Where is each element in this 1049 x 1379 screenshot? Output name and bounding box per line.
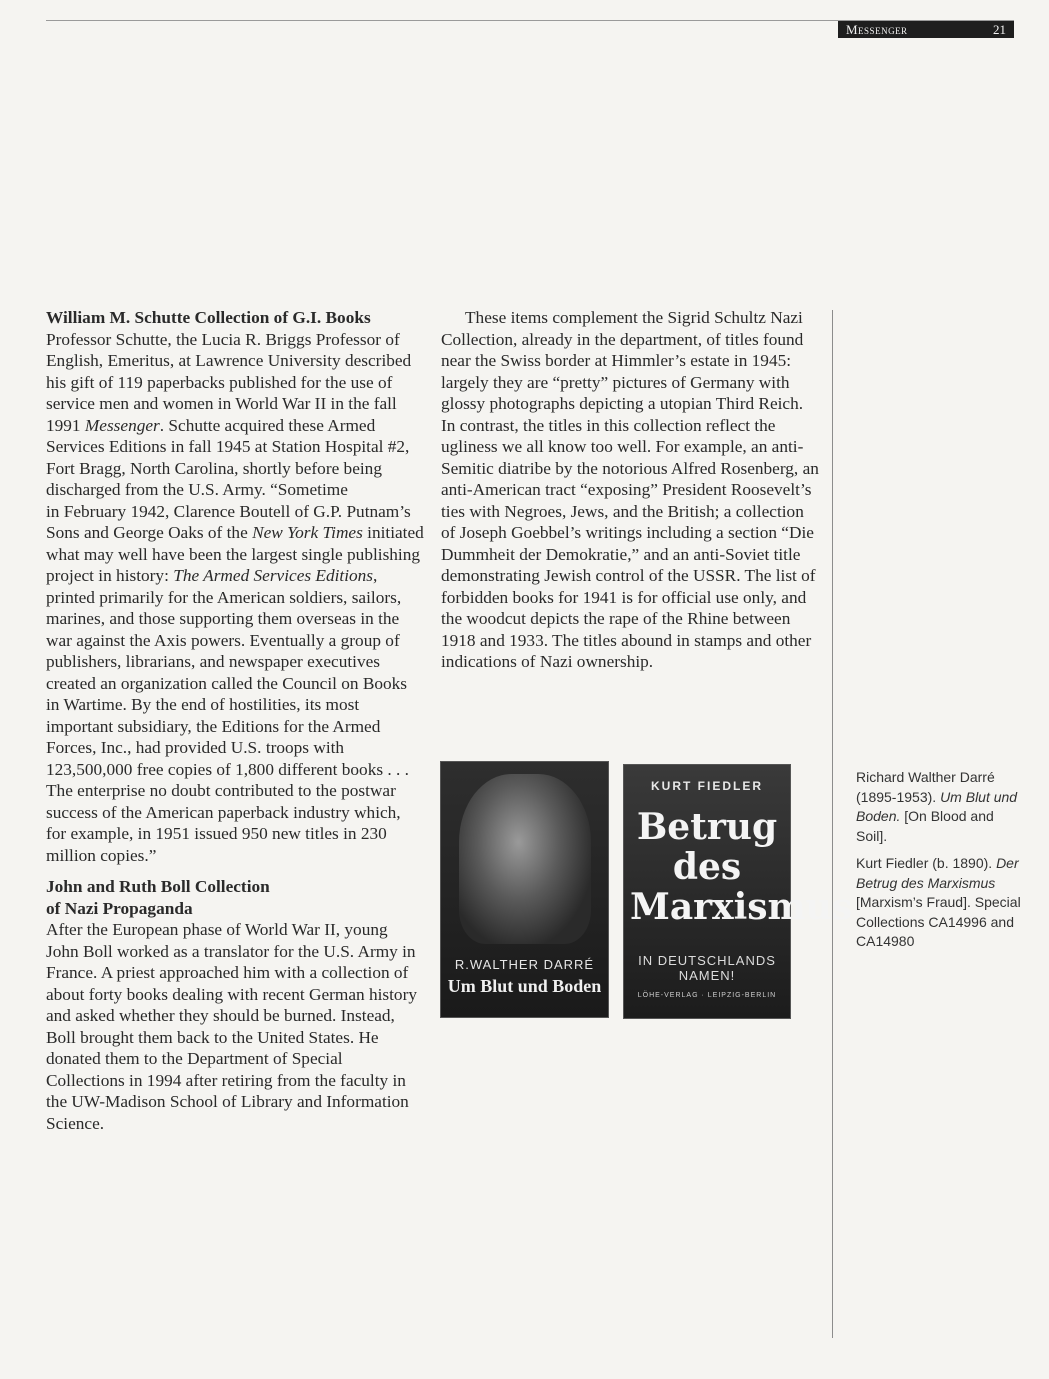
book1-title: Um Blut und Boden [447,976,602,996]
book-cover-um-blut-und-boden [441,762,608,1017]
page-number: 21 [993,22,1006,37]
book1-author: R.WALTHER DARRÉ [454,957,595,972]
paragraph-schutte-2: in February 1942, Clarence Boutell of G.P. Putnam’s Sons and George Oaks of the New York Times initiated what may well have been the largest single publishing project in history: The Armed Services Editions, printed primarily for the American soldiers, sailors, marines, and those supporting them overseas in the war against the Axis powers. Eventually a group of publishers, librarians, and newspaper executives created an organization called the Council on Books in Wartime. By the end of hostilities, its most important subsidiary, the Editions for the Armed Forces, Inc., had provided U.S. troops with 123,500,000 free copies of 1,800 different books . . . The enterprise no doubt contributed to the postwar success of the American paperback industry which, for example, in 1951 issued 950 new titles in 230 million copies.” [46,501,424,865]
right-column [441,307,819,673]
book2-author: KURT FIEDLER [651,779,763,793]
paragraph-boll: After the European phase of World War II, young John Boll worked as a translator for the U.S. Army in France. A priest approached him with a collection of about forty books dealing with recent German history and asked whether they should be burned. Instead, Boll brought them back to the United States. He donated them to the Department of Special Collections in 1994 after retiring from the faculty in the UW-Madison School of Library and Information Science. [46,920,417,1133]
portrait-image [459,774,591,944]
column-divider [832,310,833,1338]
magazine-title: Messenger [846,22,908,37]
heading-boll-collection: John and Ruth Boll Collection of Nazi Propaganda [46,877,270,918]
paragraph-schutte-1: Professor Schutte, the Lucia R. Briggs Professor of English, Emeritus, at Lawrence University described his gift of 119 paperbacks published for the use of service men and women in World War II in the fall 1991 Messenger. Schutte acquired these Armed Services Editions in fall 1945 at Station Hospital #2, Fort Bragg, North Carolina, shortly before being discharged from the U.S. Army. “Sometime [46,329,412,499]
book2-title: Betrug des Marxismus [630,806,853,928]
heading-schutte-collection: William M. Schutte Collection of G.I. Books [46,308,371,327]
caption-fiedler: Kurt Fiedler (b. 1890). Der Betrug des Marxismus [Marxism’s Fraud]. Special Collections CA14996 and CA14980 [856,855,1021,949]
left-column [46,307,424,1134]
book-cover-betrug-des-marxismus [624,765,853,1018]
book-covers-photo [441,760,853,1020]
book2-publisher: LÖHE-VERLAG · LEIPZIG-BERLIN [637,992,777,999]
book2-subtitle: IN DEUTSCHLANDS NAMEN! [638,953,776,983]
masthead [838,21,1014,38]
caption-darre: Richard Walther Darré (1895-1953). Um Blut und Boden. [On Blood and Soil]. [856,769,1018,844]
paragraph-complement: These items complement the Sigrid Schultz Nazi Collection, already in the department, of titles found near the Swiss border at Himmler’s estate in 1945: largely they are “pretty” pictures of Germany with glossy photographs depicting a utopian Third Reich. In contrast, the titles in this collection reflect the ugliness we all know too well. For example, an anti-Semitic diatribe by the notorious Alfred Rosenberg, an anti-American tract “exposing” President Roosevelt’s ties with Negroes, Jews, and the British; a collection of Joseph Goebbel’s writings including a section “Die Dummheit der Demokratie,” and an anti-Soviet title demonstrating Jewish control of the USSR. The list of forbidden books for 1941 is for official use only, and the woodcut depicts the rape of the Rhine between 1918 and 1933. The titles abound in stamps and other indications of Nazi ownership. [441,308,819,671]
